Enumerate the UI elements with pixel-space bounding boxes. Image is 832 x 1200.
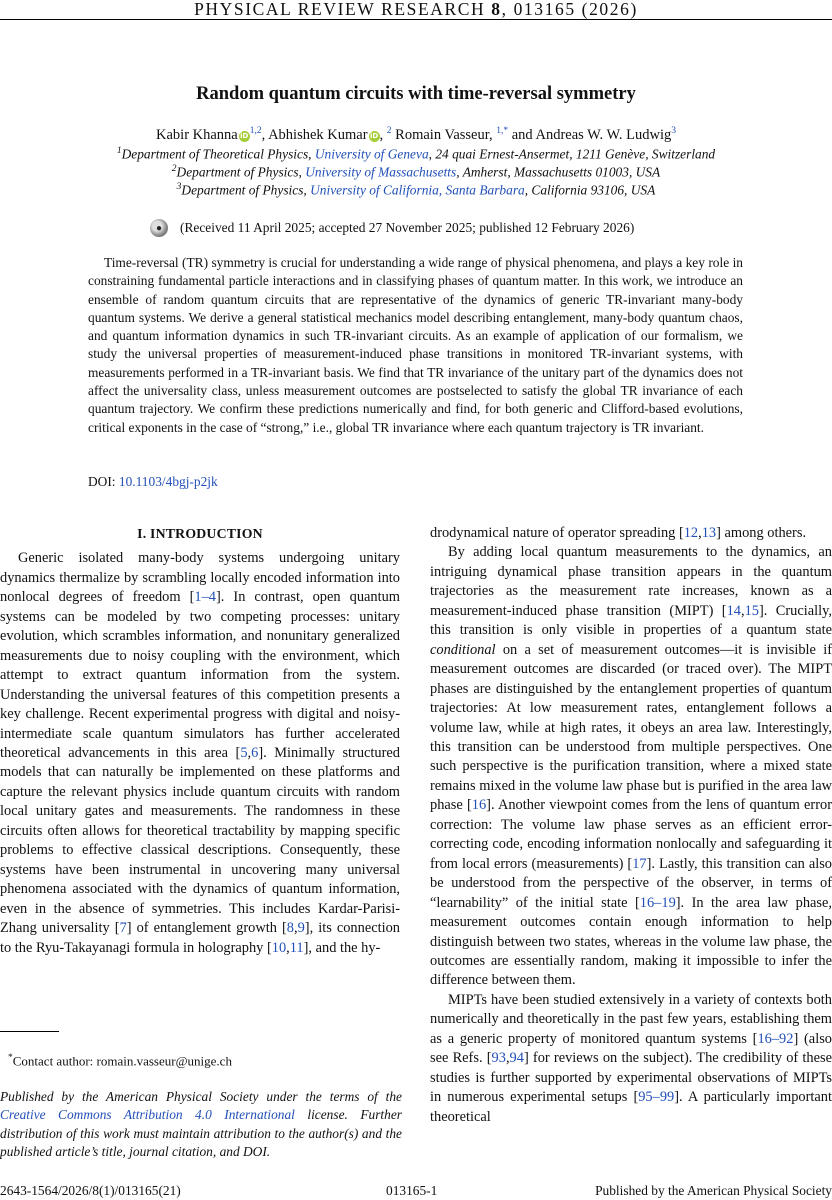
author-separator: ,: [379, 126, 387, 143]
right-column: [430, 524, 832, 1127]
citation-link[interactable]: 95–99: [638, 1089, 675, 1106]
affiliation-dept: Department of Physics,: [181, 182, 311, 198]
text-run: ]. Another viewpoint comes from the lens of quantum error correction: The volume law phase serves as an efficient error-correcting code, encoding information nonlocally and safeguarding it from local errors (measurements) [: [430, 797, 832, 872]
author-name: Abhishek Kumar: [268, 126, 368, 143]
text-run: ]. Minimally structured models that can naturally be implemented on these platforms and capture the relevant physics include quantum circuits with random local unitary gates and measurements. The randomness in these circuits often allows for theoretical tractability by mapping specific problems to effective classical descriptions. Consequently, these systems have been instrumental in uncovering many universal phenomena associated with the dynamics of quantum information, even in the absence of symmetries. This includes Kardar-Parisi-Zhang universality [: [0, 744, 400, 937]
received-text: (Received 11 April 2025; accepted 27 November 2025; published 12 February 2026): [180, 220, 635, 235]
paper-title: Random quantum circuits with time-reversal symmetry: [196, 84, 636, 104]
license-note: [0, 1088, 402, 1162]
text-run: ], its connection to the Ryu-Takayanagi formula in holography [: [0, 920, 400, 956]
journal-citation: , 013165 (2026): [501, 0, 638, 19]
text-run: ]. Lastly, this transition can also be understood from the perspective of the observer, in terms of “learnability” of the initial state [: [430, 855, 832, 911]
text-run: MIPTs have been studied extensively in a variety of contexts both numerically and theoretically in the past few years, establishing them as a generic property of monitored quantum systems [: [430, 991, 832, 1047]
author-name: Kabir Khanna: [156, 126, 238, 143]
citation-link[interactable]: 11: [289, 939, 304, 956]
author-separator: ,: [488, 126, 497, 143]
affiliation-address: , 24 quai Ernest-Ansermet, 1211 Genève, Switzerland: [428, 146, 716, 162]
affiliation-number: 1: [116, 146, 122, 156]
running-header: [0, 0, 832, 20]
footer-issn: 2643-1564/2026/8(1)/013165(21): [0, 1183, 181, 1198]
affiliation-address: , Amherst, Massachusetts 01003, USA: [456, 164, 661, 180]
affiliation: [0, 146, 832, 162]
text-run: ,: [293, 920, 298, 937]
text-run: ]. In the area law phase, measurement outcomes contain enough information to help distinguish between two states, whereas in the volume law phase, the outcomes are essentially random, making it impossible to infer the difference between them.: [430, 894, 832, 989]
citation-link[interactable]: 14: [726, 602, 741, 619]
footnote-text: Contact author: romain.vasseur@unige.ch: [12, 1053, 232, 1069]
license-link[interactable]: Creative Commons Attribution 4.0 International: [0, 1107, 295, 1123]
author-affiliation-sup[interactable]: 1,2: [249, 126, 262, 136]
author-affiliation-sup[interactable]: 2: [386, 126, 392, 136]
affiliation-number: 3: [176, 182, 182, 192]
footnote-rule: [0, 1031, 59, 1032]
citation-link[interactable]: 8: [286, 920, 294, 937]
footnote: [8, 1053, 232, 1069]
affiliation: [0, 182, 832, 198]
abstract: Time-reversal (TR) symmetry is crucial for understanding a wide range of physical phenomena, and plays a key role in constraining fundamental particle interactions and in classifying phases of quantum matter. In this work, we introduce an ensemble of random quantum circuits that are representative of the dynamics of generic TR-invariant many-body quantum systems. We derive a general statistical mechanics model describing entanglement, many-body quantum chaos, and quantum information dynamics in such TR-invariant circuits. As an example of application of our formalism, we study the universal properties of measurement-induced phase transitions in monitored TR-invariant systems, with measurements performed in a TR-invariant basis. We find that TR invariance of the unitary part of the dynamics does not affect the universality class, unless measurement outcomes are postselected to satisfy the global TR invariance of each quantum trajectory. We confirm these predictions numerically and find, for both generic and Clifford-based evolutions, critical exponents in the case of “strong,” i.e., global TR invariance where each quantum trajectory is TR invariant.: [88, 255, 743, 435]
affiliation-dept: Department of Physics,: [176, 164, 306, 180]
affiliation: [0, 164, 832, 180]
orcid-icon[interactable]: iD: [240, 131, 249, 140]
received-dates: [150, 219, 634, 237]
paragraph: [430, 524, 832, 543]
left-column: [0, 524, 400, 958]
orcid-icon[interactable]: iD: [369, 131, 379, 140]
citation-link[interactable]: 7: [119, 920, 127, 937]
author-and: and: [508, 126, 536, 143]
citation-link[interactable]: 16–92: [757, 1030, 794, 1047]
citation-link[interactable]: 93: [491, 1050, 506, 1067]
footer-publisher: Published by the American Physical Society: [595, 1183, 832, 1198]
license-text: Published by the American Physical Society under the terms of the: [0, 1089, 402, 1104]
text-run: ,: [286, 939, 290, 956]
text-run: ]. In contrast, open quantum systems can be modeled by two competing processes: unitary evolution, which scrambles information, and nonunitary generalized measurements due to noisy coupling with the environment, which attempt to extract quantum information from the system. Understanding the universal features of this competition presents a key challenge. Recent experimental progress with digital and noisy-intermediate scale quantum simulators has further accelerated theoretical advancements in this area [: [0, 589, 400, 761]
text-run: ] among others.: [716, 525, 807, 541]
affiliation-institution-link[interactable]: University of Massachusetts: [305, 164, 457, 180]
affiliation-address: , California 93106, USA: [524, 182, 656, 198]
text-run: ,: [698, 525, 702, 541]
paragraph: [430, 991, 832, 1127]
footer-page-number: 013165-1: [386, 1183, 438, 1198]
text-run: drodynamical nature of operator spreading [: [430, 525, 684, 541]
affiliation-institution-link[interactable]: University of Geneva: [314, 146, 429, 162]
text-run: ,: [740, 602, 745, 619]
author-name: Andreas W. W. Ludwig: [535, 126, 672, 143]
citation-link[interactable]: 9: [297, 920, 305, 937]
citation-link[interactable]: 94: [509, 1050, 524, 1067]
author-affiliation-sup[interactable]: 1,*: [496, 126, 509, 136]
paragraph: [430, 543, 832, 990]
affiliation-dept: Department of Theoretical Physics,: [121, 146, 315, 162]
journal-name: PHYSICAL REVIEW RESEARCH: [194, 0, 486, 19]
citation-link[interactable]: 17: [632, 855, 647, 872]
doi-link[interactable]: 10.1103/4bgj-p2jk: [118, 474, 218, 489]
citation-link[interactable]: 16: [471, 797, 487, 814]
text-run: ,: [247, 744, 252, 761]
check-for-updates-icon[interactable]: ●: [150, 219, 168, 237]
text-run: ] (also see Refs. [: [430, 1030, 832, 1067]
text-run: ]. A particularly important theoretical: [430, 1089, 832, 1125]
citation-link[interactable]: 16–19: [639, 894, 676, 911]
author-affiliation-sup[interactable]: 3: [671, 126, 676, 136]
journal-volume: 8: [491, 0, 502, 19]
citation-link[interactable]: 6: [251, 744, 259, 761]
doi-line: [88, 474, 218, 490]
text-run: ] of entanglement growth [: [126, 920, 287, 937]
text-run: ,: [505, 1050, 510, 1067]
paragraph: [0, 549, 400, 958]
emphasis-text: conditional: [430, 641, 496, 658]
citation-link[interactable]: 10: [271, 939, 287, 956]
affiliation-institution-link[interactable]: University of California, Santa Barbara: [310, 182, 525, 198]
author-separator: ,: [261, 126, 269, 143]
section-heading: I. INTRODUCTION: [137, 526, 263, 541]
text-run: Generic isolated many-body systems undergoing unitary dynamics thermalize by scrambling locally encoded information into nonlocal degrees of freedom [: [0, 550, 400, 606]
doi-label: DOI:: [88, 474, 119, 489]
footnote-mark: *: [8, 1053, 13, 1063]
text-run: ] for reviews on the subject). The credibility of these studies is further supported by experimental observations of MIPTs in numerous experimental setups [: [430, 1050, 832, 1106]
text-run: on a set of measurement outcomes—it is invisible if measurement outcomes are discarded (or traced over). The MIPT phases are distinguished by the entanglement properties of quantum trajectories: At low measurement rates, entanglement follows a volume law, while at high rates, it obeys an area law. Interestingly, this transition can be understood from multiple perspectives. One such perspective is the purification transition, where a mixed state remains mixed in the volume law phase but is purified in the area law phase [: [430, 641, 832, 814]
affiliation-number: 2: [171, 164, 177, 174]
citation-link[interactable]: 13: [701, 525, 717, 541]
license-text: license. Further distribution of this work must maintain attribution to the author(s) and the published article’s title, journal citation, and DOI.: [0, 1107, 402, 1160]
citation-link[interactable]: 15: [744, 602, 759, 619]
citation-link[interactable]: 12: [683, 525, 699, 541]
text-run: ]. Crucially, this transition is only visible in properties of a quantum state: [430, 602, 832, 639]
citation-link[interactable]: 1–4: [194, 589, 216, 606]
author-name: Romain Vasseur: [395, 126, 489, 143]
author-list: [0, 126, 832, 144]
citation-link[interactable]: 5: [240, 744, 248, 761]
text-run: By adding local quantum measurements to the dynamics, an intriguing dynamical phase transition appears in the quantum trajectories as the measurement rate increases, known as a measurement-induced phase transition (MIPT) [: [430, 544, 832, 619]
text-run: ], and the hy-: [303, 939, 381, 956]
